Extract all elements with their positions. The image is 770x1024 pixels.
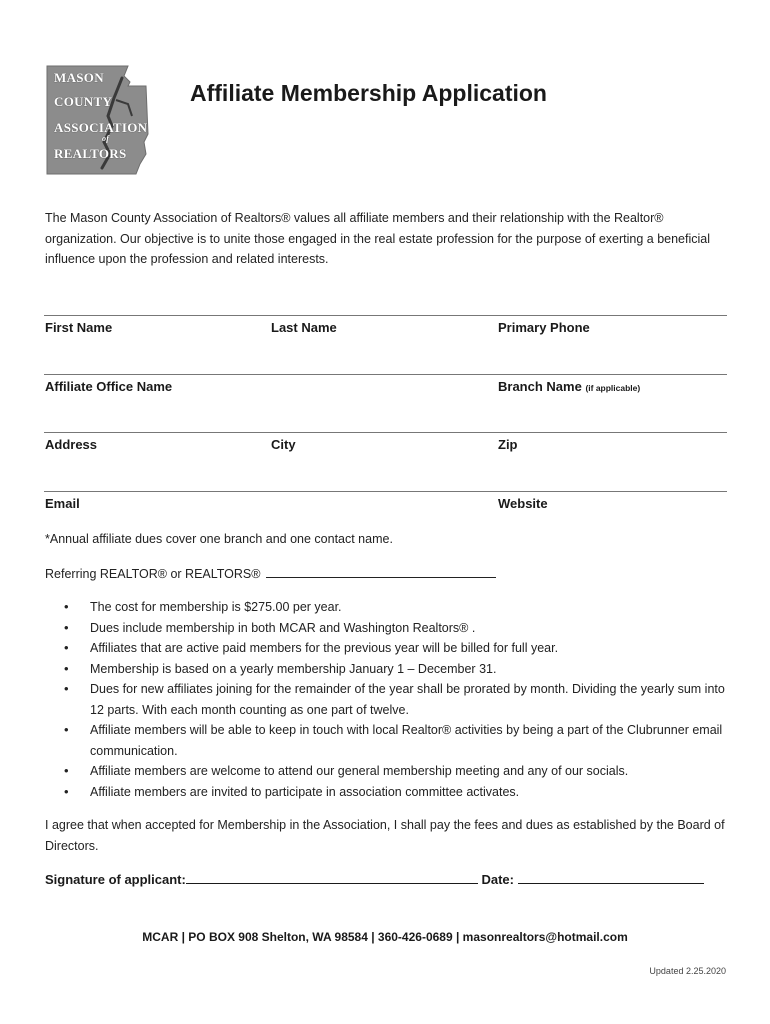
updated-date: Updated 2.25.2020 [649, 966, 726, 976]
primary-phone-label: Primary Phone [498, 320, 590, 335]
footer-contact: MCAR | PO BOX 908 Shelton, WA 98584 | 360-426-0689 | masonrealtors@hotmail.com [142, 930, 628, 944]
agreement-paragraph: I agree that when accepted for Membership in the Association, I shall pay the fees and dues as established by the Board of Directors. [45, 818, 725, 853]
page-title: Affiliate Membership Application [190, 80, 547, 106]
form-line-3 [44, 432, 727, 433]
first-name-label: First Name [45, 320, 113, 335]
list-item: • The cost for membership is $275.00 per year. [64, 597, 728, 618]
city-label: City [271, 437, 296, 452]
email-label: Email [45, 496, 80, 511]
branch-name-label [498, 379, 640, 394]
dues-note: *Annual affiliate dues cover one branch and one contact name. [45, 532, 393, 546]
list-item: • Dues include membership in both MCAR and Washington Realtors® . [64, 618, 728, 639]
mcar-logo [44, 64, 152, 176]
list-item: • Dues for new affiliates joining for the remainder of the year shall be prorated by month. Dividing the yearly sum into 12 parts. With each month counting as one part of twelve. [64, 679, 728, 720]
list-item: • Affiliate members are welcome to attend our general membership meeting and any of our socials. [64, 761, 728, 782]
website-label: Website [498, 496, 548, 511]
branch-name-note: (if applicable) [585, 383, 641, 393]
signature-row [45, 870, 704, 887]
logo-line-1: MASON [54, 70, 104, 85]
intro-paragraph: The Mason County Association of Realtors® values all affiliate members and their relationship with the Realtor® organization. Our objective is to unite those engaged in the real estate profession for the purpose of exerting a beneficial influence upon the profession and related interests. [45, 211, 711, 266]
signature-label: Signature of applicant: [45, 872, 186, 887]
address-label: Address [45, 437, 98, 452]
logo-small-of: of [102, 134, 110, 143]
form-line-4 [44, 491, 727, 492]
membership-terms-list [64, 597, 728, 802]
form-line-1 [44, 315, 727, 316]
form-line-2 [44, 374, 727, 375]
date-label: Date: [481, 872, 514, 887]
referring-label: Referring REALTOR® or REALTORS® [45, 567, 261, 581]
list-item: • Membership is based on a yearly membership January 1 – December 31. [64, 659, 728, 680]
logo-line-2: COUNTY [54, 94, 113, 109]
referring-blank-line[interactable] [266, 565, 496, 578]
list-item: • Affiliate members will be able to keep in touch with local Realtor® activities by being a part of the Clubrunner email communication. [64, 720, 728, 761]
logo-line-3: ASSOCIATION [54, 120, 148, 135]
logo-line-4: REALTORS [54, 146, 127, 161]
signature-blank-line[interactable] [186, 870, 478, 884]
last-name-label: Last Name [271, 320, 337, 335]
zip-label: Zip [498, 437, 518, 452]
branch-name-text: Branch Name [498, 379, 582, 394]
office-name-label: Affiliate Office Name [45, 379, 173, 394]
referring-realtor-row [45, 565, 496, 581]
date-blank-line[interactable] [518, 870, 704, 884]
list-item: • Affiliate members are invited to participate in association committee activates. [64, 782, 728, 803]
list-item: • Affiliates that are active paid members for the previous year will be billed for full year. [64, 638, 728, 659]
